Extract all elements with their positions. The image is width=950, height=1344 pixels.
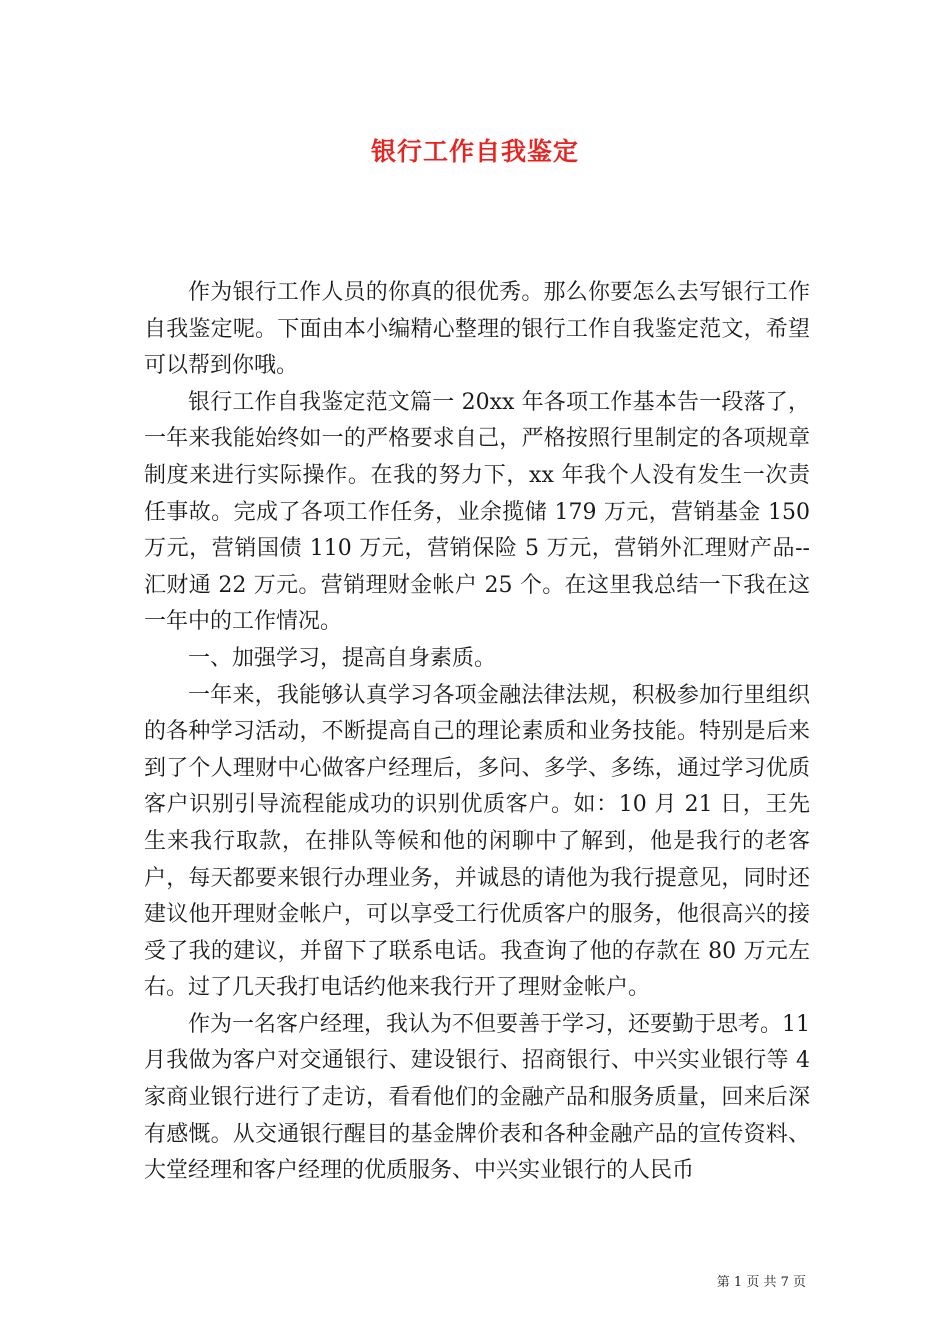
section-heading-study: 一、加强学习，提高自身素质。	[188, 645, 497, 671]
page-number-footer: 第 1 页 共 7 页	[716, 1275, 806, 1290]
document-body	[144, 275, 810, 1190]
paragraph-study-details: 一年来，我能够认真学习各项金融法律法规，积极参加行里组织的各种学习活动，不断提高自己的理论素质和业务技能。特别是后来到了个人理财中心做客户经理后，多问、多学、多练，通过学习优质客户识别引导流程能成功的识别优质客户。如：10 月 21 日，王先生来我行取款，在排队等候和他的闲聊中了解到，他是我行的老客户，每天都要来银行办理业务，并诚恳的请他为我行提意见，同时还建议他开理财金帐户，可以享受工行优质客户的服务，他很高兴的接受了我的建议，并留下了联系电话。我查询了他的存款在 80 万元左右。过了几天我打电话约他来我行开了理财金帐户。	[144, 682, 810, 1001]
paragraph-sample-one: 银行工作自我鉴定范文篇一 20xx 年各项工作基本告一段落了，一年来我能始终如一的严格要求自己，严格按照行里制定的各项规章制度来进行实际操作。在我的努力下，xx 年我个人没有发生一次责任事故。完成了各项工作任务，业余揽储 179 万元，营销基金 150 万元，营销国债 110 万元，营销保险 5 万元，营销外汇理财产品--汇财通 22 万元。营销理财金帐户 25 个。在这里我总结一下我在这一年中的工作情况。	[144, 389, 810, 635]
paragraph-intro: 作为银行工作人员的你真的很优秀。那么你要怎么去写银行工作自我鉴定呢。下面由本小编精心整理的银行工作自我鉴定范文，希望可以帮到你哦。	[144, 280, 810, 379]
document-title: 银行工作自我鉴定	[370, 137, 579, 166]
paragraph-customer-manager: 作为一名客户经理，我认为不但要善于学习，还要勤于思考。11 月我做为客户对交通银行、建设银行、招商银行、中兴实业银行等 4 家商业银行进行了走访，看看他们的金融产品和服务质量，回来后深有感慨。从交通银行醒目的基金牌价表和各种金融产品的宣传资料、大堂经理和客户经理的优质服务、中兴实业银行的人民币	[144, 1011, 810, 1184]
